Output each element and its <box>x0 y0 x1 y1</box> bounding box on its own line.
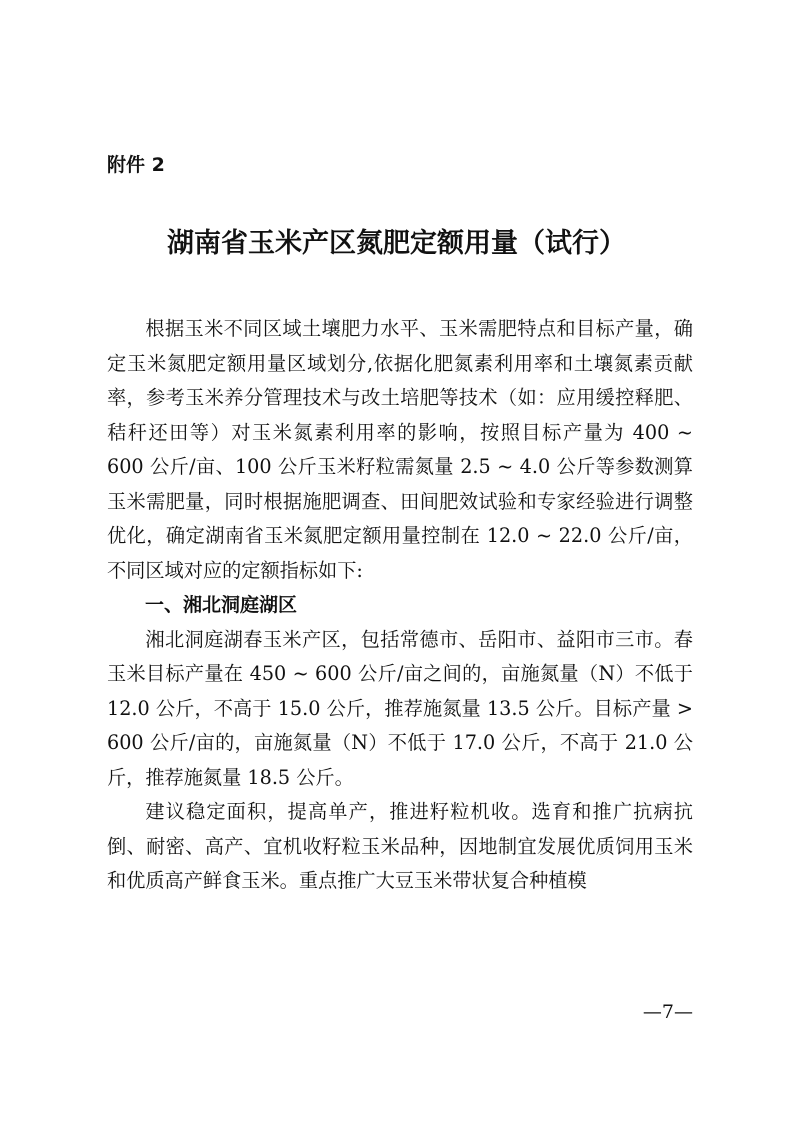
page-number: —7— <box>642 1001 693 1023</box>
suggestion-paragraph: 建议稳定面积，提高单产，推进籽粒机收。选育和推广抗病抗倒、耐密、高产、宜机收籽粒玉米品种，因地制宜发展优质饲用玉米和优质高产鲜食玉米。重点推广大豆玉米带状复合种植模 <box>107 800 693 892</box>
document-body <box>107 312 693 899</box>
annex-label: 附件 2 <box>107 154 165 176</box>
section-heading-region-1: 一、湘北洞庭湖区 <box>145 594 298 616</box>
document-title: 湖南省玉米产区氮肥定额用量（试行） <box>167 228 626 259</box>
region-1-paragraph: 湘北洞庭湖春玉米产区，包括常德市、岳阳市、益阳市三市。春玉米目标产量在 450 ~ 600 公斤/亩之间的，亩施氮量（N）不低于 12.0 公斤，不高于 15.0 公斤，推荐施氮量 13.5 公斤。目标产量 > 600 公斤/亩的，亩施氮量（N）不低于 17.0 公斤，不高于 21.0 公斤，推荐施氮量 18.5 公斤。 <box>107 627 693 789</box>
intro-paragraph: 根据玉米不同区域土壤肥力水平、玉米需肥特点和目标产量，确定玉米氮肥定额用量区域划分,依据化肥氮素利用率和土壤氮素贡献率，参考玉米养分管理技术与改土培肥等技术（如：应用缓控释肥、秸秆还田等）对玉米氮素利用率的影响，按照目标产量为 400 ~ 600 公斤/亩、100 公斤玉米籽粒需氮量 2.5 ~ 4.0 公斤等参数测算玉米需肥量，同时根据施肥调查、田间肥效试验和专家经验进行调整优化，确定湖南省玉米氮肥定额用量控制在 12.0 ~ 22.0 公斤/亩，不同区域对应的定额指标如下: <box>107 317 693 582</box>
